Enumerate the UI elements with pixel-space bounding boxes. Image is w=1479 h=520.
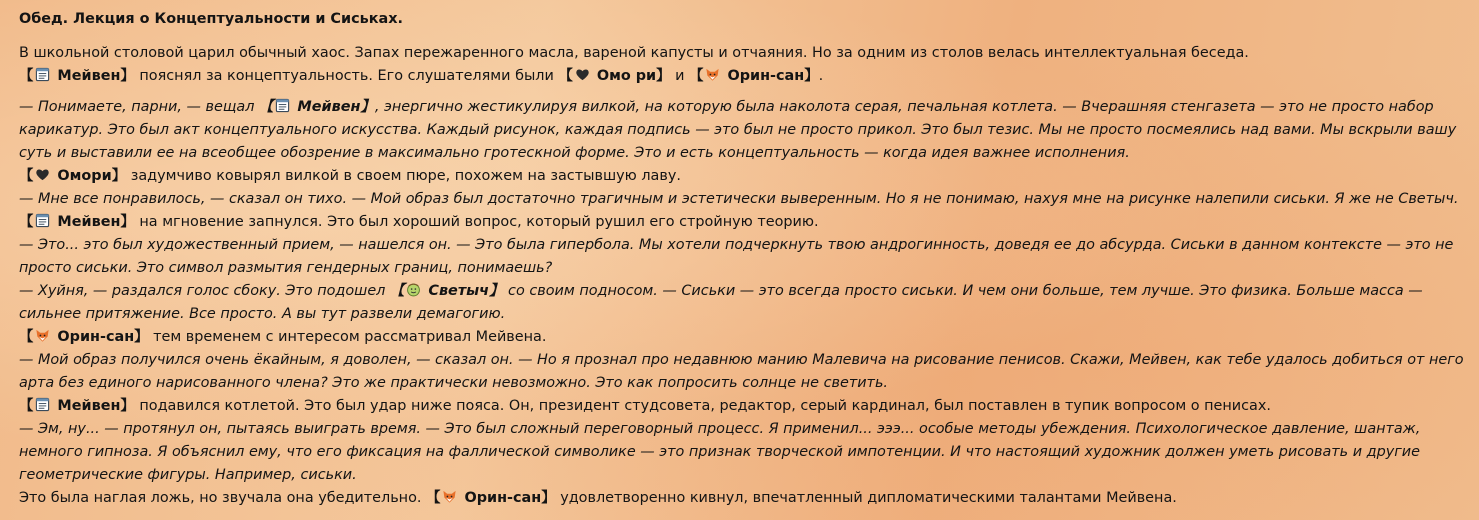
character-tag-orin: 【 Орин-сан】 <box>689 68 819 84</box>
character-tag-maiven: 【 Мейвен】 <box>19 68 135 84</box>
character-tag-orin: 【 Орин-сан】 <box>426 490 556 506</box>
text: . <box>818 68 824 84</box>
character-name: Мейвен <box>57 398 121 414</box>
text: задумчиво ковырял вилкой в своем пюре, похожем на застывшую лаву. <box>130 168 681 184</box>
face-icon <box>406 282 421 297</box>
text: — Мой образ получился очень ёкайным, я доволен, — сказал он. — Но я прознал про недавнюю манию Малевича на рисование пенисов. Скажи, Мейвен, как тебе удалось добиться от него арта без единого нарисованного члена? Это же практически невозможно. Это как попросить солнце не светить. <box>19 352 1464 391</box>
text: — Хуйня, — раздался голос сбоку. Это подошел <box>19 283 386 299</box>
paragraph-dialogue <box>19 349 1464 395</box>
document <box>19 8 1464 510</box>
paragraph-dialogue <box>19 280 1464 326</box>
character-name: Орин-сан <box>727 68 805 84</box>
paragraph <box>19 395 1464 418</box>
paragraph-dialogue <box>19 234 1464 280</box>
text: — Эм, ну... — протянул он, пытаясь выиграть время. — Это был сложный переговорный процесс. Я применил... эээ... особые методы убеждения. Психологическое давление, шантаж, немного гипноза. Я объяснил ему, что его фиксация на фаллической символике — это признак творческой импотенции. И что настоящий художник должен уметь рисовать и другие геометрические фигуры. Например, сиськи. <box>19 421 1421 483</box>
paragraph <box>19 165 1464 188</box>
character-tag-omori: 【 Омори】 <box>19 168 127 184</box>
text: В школьной столовой царил обычный хаос. Запах пережаренного масла, вареной капусты и отчаяния. Но за одним из столов велась интеллектуальная беседа. <box>19 45 1249 61</box>
text: Это была наглая ложь, но звучала она убедительно. <box>19 490 422 506</box>
text: удовлетворенно кивнул, впечатленный дипломатическими талантами Мейвена. <box>560 490 1177 506</box>
character-name: Орин-сан <box>464 490 542 506</box>
character-name: Мейвен <box>297 99 361 115</box>
character-name: Омори <box>57 168 112 184</box>
paragraph <box>19 487 1464 510</box>
text: — Мне все понравилось, — сказал он тихо. — Мой образ был достаточно трагичным и эстетически выверенным. Но я не понимаю, нахуя мне на рисунке налепили сиськи. Я же не Светыч. <box>19 191 1459 207</box>
heart-icon <box>575 67 590 82</box>
heart-icon <box>35 167 50 182</box>
text: подавился котлетой. Это был удар ниже пояса. Он, президент студсовета, редактор, серый кардинал, был поставлен в тупик вопросом о пенисах. <box>139 398 1271 414</box>
text: тем временем с интересом рассматривал Мейвена. <box>153 329 547 345</box>
paragraph <box>19 211 1464 234</box>
fox-icon <box>705 67 720 82</box>
text: на мгновение запнулся. Это был хороший вопрос, который рушил его стройную теорию. <box>139 214 819 230</box>
text: пояснял за концептуальность. Его слушателями были <box>139 68 554 84</box>
character-name: Светыч <box>428 283 490 299</box>
fox-icon <box>35 328 50 343</box>
document-icon <box>275 98 290 113</box>
character-tag-svetych: 【 Светыч】 <box>389 283 504 299</box>
fox-icon <box>442 489 457 504</box>
character-tag-orin: 【 Орин-сан】 <box>19 329 149 345</box>
character-tag-maiven: 【 Мейвен】 <box>259 99 375 115</box>
document-icon <box>35 67 50 82</box>
paragraph-dialogue <box>19 96 1464 165</box>
character-name: Мейвен <box>57 214 121 230</box>
character-name: Омо ри <box>596 68 657 84</box>
page-title: Обед. Лекция о Концептуальности и Сиськах. <box>19 11 403 27</box>
character-tag-maiven: 【 Мейвен】 <box>19 214 135 230</box>
paragraph-dialogue <box>19 188 1464 211</box>
text: со своим подносом. — Сиськи — это всегда просто сиськи. И чем они больше, тем лучше. Это физика. Больше масса — сильнее притяжение. Все просто. А вы тут развели демагогию. <box>19 283 1423 322</box>
paragraph-dialogue <box>19 418 1464 487</box>
text: и <box>675 68 685 84</box>
document-icon <box>35 397 50 412</box>
text: — Это... это был художественный прием, — нашелся он. — Это была гипербола. Мы хотели подчеркнуть твою андрогинность, доведя ее до абсурда. Сиськи в данном контексте — это не просто сиськи. Это символ размытия гендерных границ, понимаешь? <box>19 237 1454 276</box>
character-name: Орин-сан <box>57 329 135 345</box>
text: , энергично жестикулируя вилкой, на которую была наколота серая, печальная котлета. — Вчерашняя стенгазета — это не просто набор карикатур. Это был акт концептуального искусства. Каждый рисунок, каждая подпись — это был не просто прикол. Это был тезис. Мы не просто посмеялись над вами. Мы вскрыли вашу суть и выставили ее на всеобщее обозрение в максимально гротескной форме. Это и есть концептуальность — когда идея важнее исполнения. <box>19 99 1457 161</box>
document-icon <box>35 213 50 228</box>
character-tag-maiven: 【 Мейвен】 <box>19 398 135 414</box>
paragraph-intro <box>19 42 1464 88</box>
paragraph <box>19 326 1464 349</box>
text: — Понимаете, парни, — вещал <box>19 99 255 115</box>
character-tag-omori: 【 Омо ри】 <box>558 68 671 84</box>
character-name: Мейвен <box>57 68 121 84</box>
